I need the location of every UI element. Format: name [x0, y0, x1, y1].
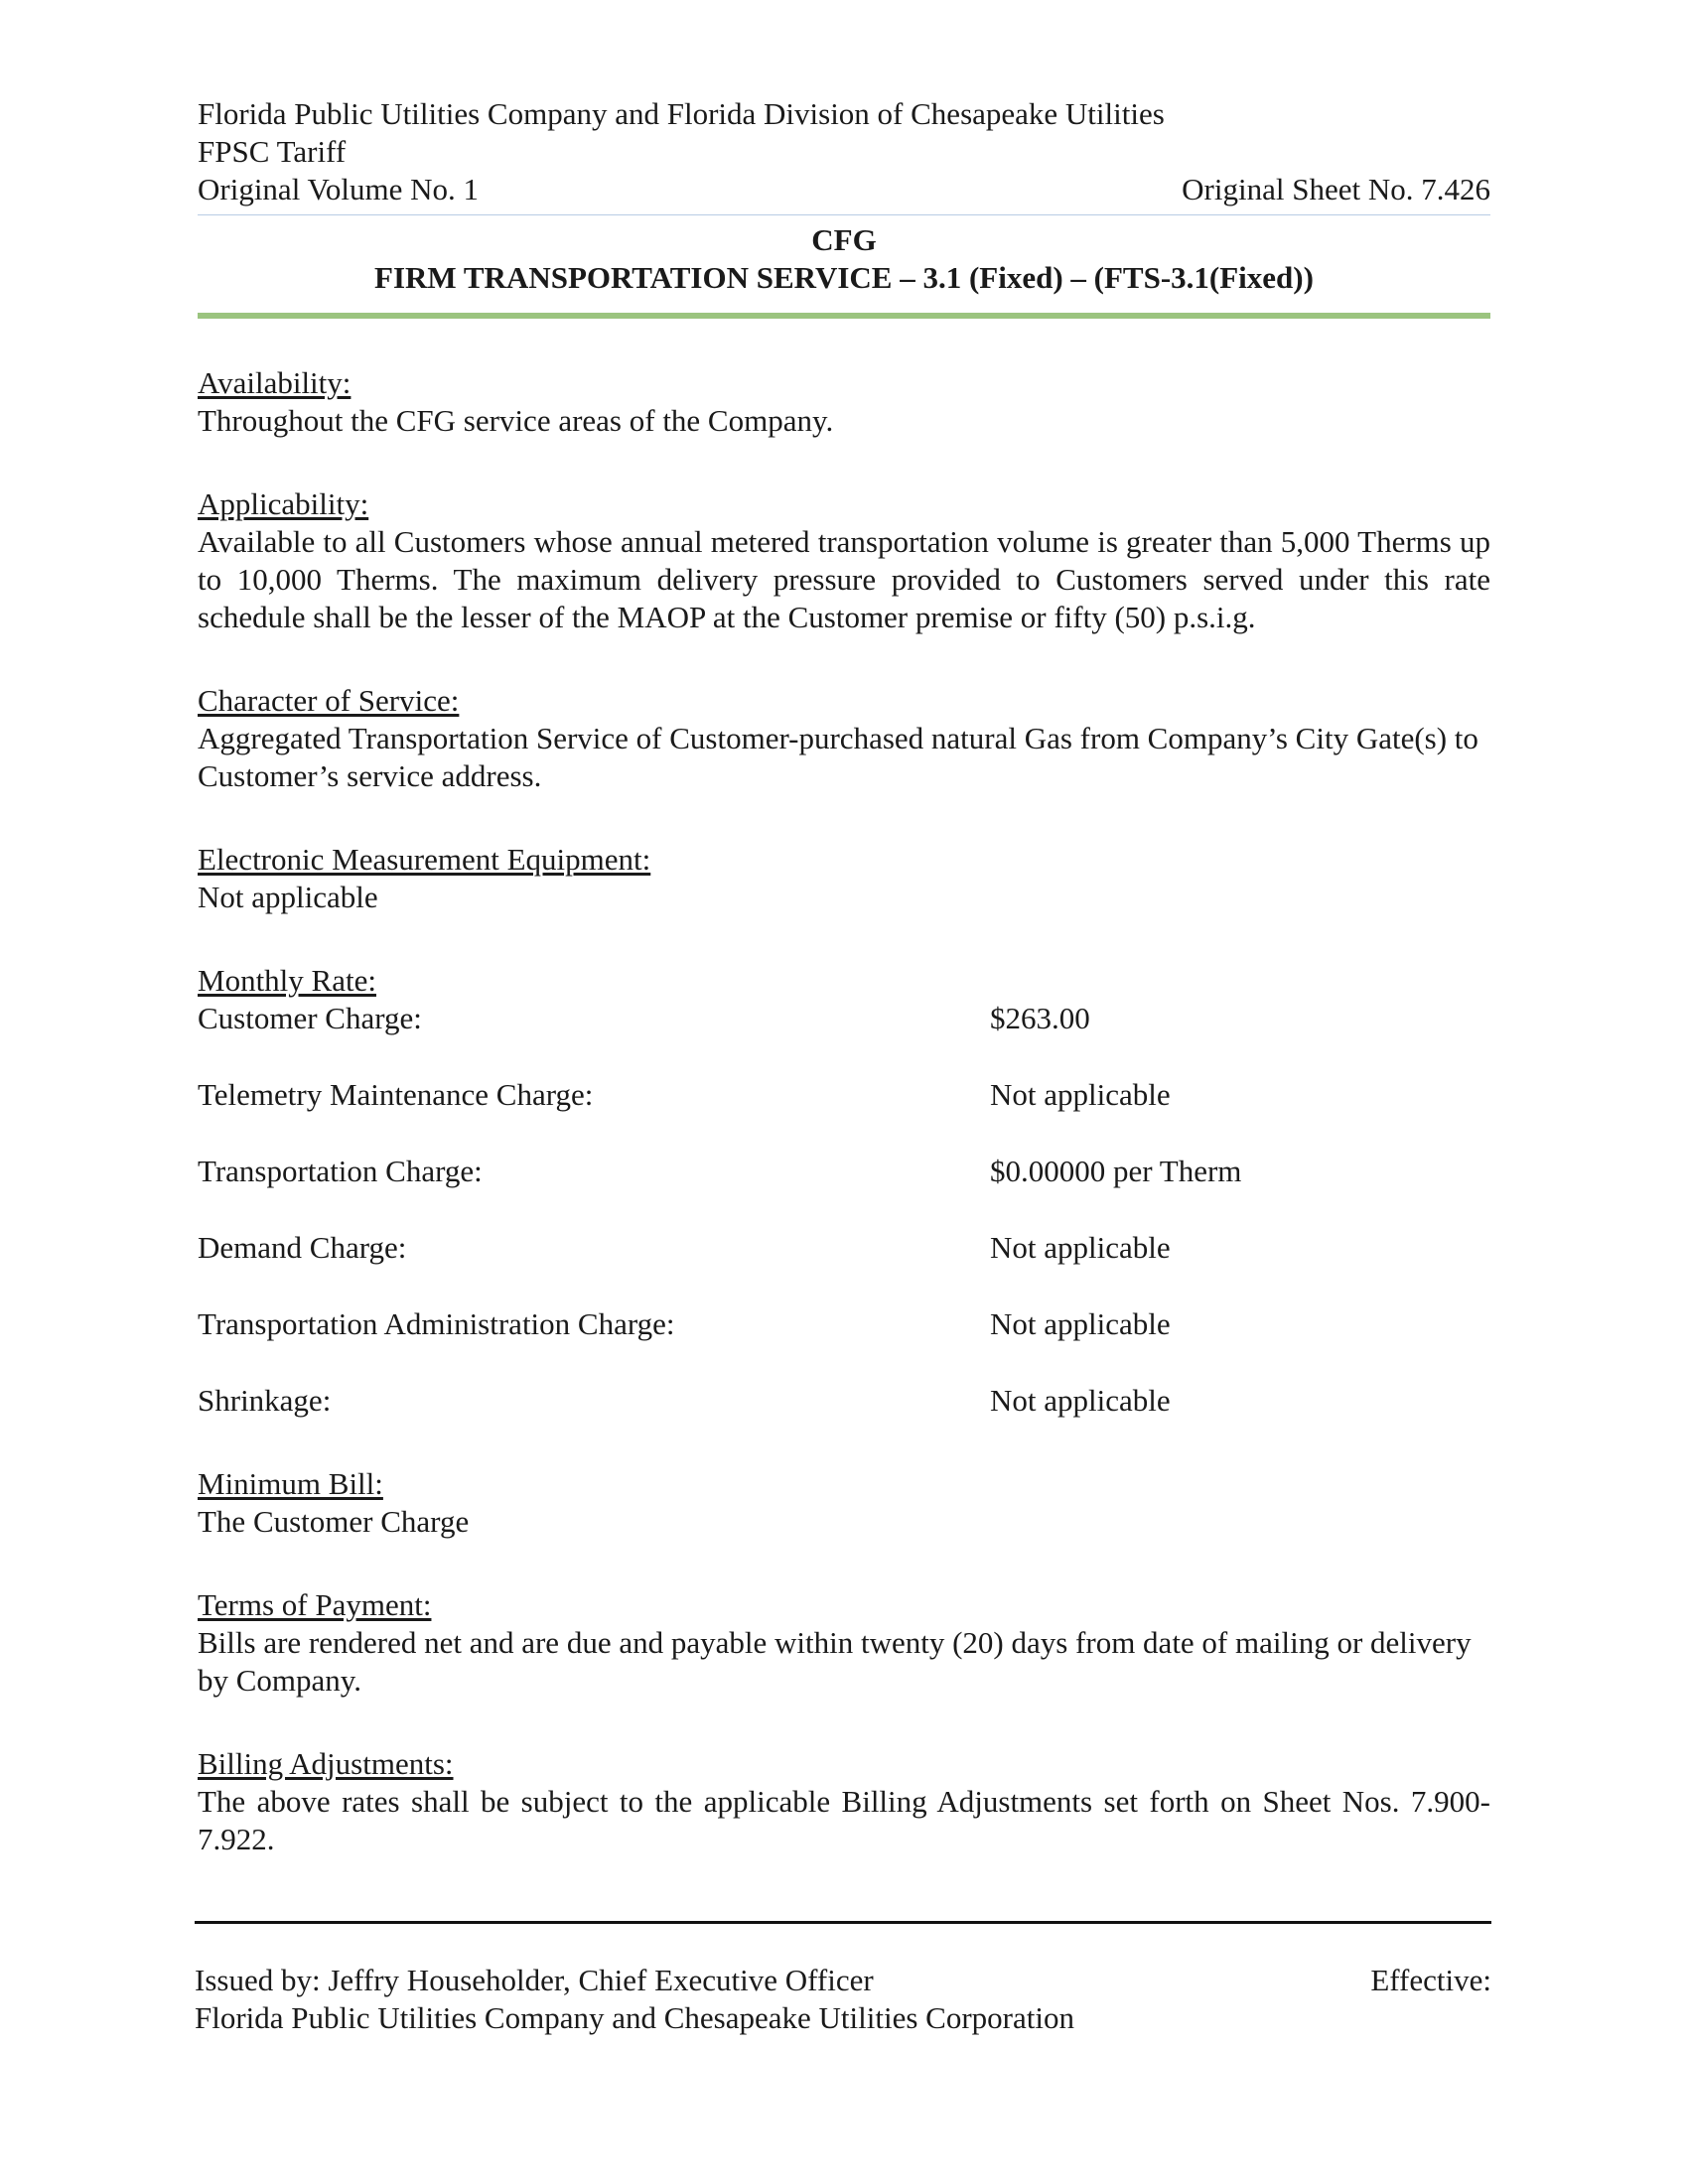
monthly-rate-section — [198, 962, 1490, 1420]
page-footer — [195, 1921, 1491, 2037]
footer-company: Florida Public Utilities Company and Chesapeake Utilities Corporation — [195, 2000, 1074, 2035]
applicability-section — [198, 485, 1490, 636]
billing-section — [198, 1745, 1490, 1858]
billing-heading: Billing Adjustments: — [198, 1746, 454, 1781]
page-header — [198, 95, 1490, 208]
billing-text: The above rates shall be subject to the applicable Billing Adjustments set forth on Sheet Nos. 7.900-7.922. — [198, 1784, 1490, 1856]
rate-label: Demand Charge: — [198, 1230, 407, 1265]
terms-text: Bills are rendered net and are due and payable within twenty (20) days from date of mailing or delivery by Company. — [198, 1625, 1472, 1698]
title-divider — [198, 313, 1490, 319]
footer-effective: Effective: — [1370, 1963, 1491, 1997]
applicability-text: Available to all Customers whose annual metered transportation volume is greater than 5,000 Therms up to 10,000 Therms. The maximum delivery pressure provided to Customers served under this rate schedule shall be the lesser of the MAOP at the Customer premise or fifty (50) p.s.i.g. — [198, 524, 1490, 634]
availability-text: Throughout the CFG service areas of the Company. — [198, 403, 834, 438]
rate-value: Not applicable — [990, 1383, 1171, 1418]
equipment-heading: Electronic Measurement Equipment: — [198, 842, 651, 877]
tariff-page — [198, 95, 1490, 1858]
header-volume: Original Volume No. 1 — [198, 172, 480, 206]
availability-section — [198, 364, 1490, 440]
rate-label: Shrinkage: — [198, 1383, 332, 1418]
terms-section — [198, 1586, 1490, 1700]
rate-value: $0.00000 per Therm — [990, 1154, 1242, 1188]
minimum-bill-text: The Customer Charge — [198, 1504, 470, 1539]
character-section — [198, 682, 1490, 795]
terms-heading: Terms of Payment: — [198, 1587, 432, 1622]
rate-label: Transportation Charge: — [198, 1154, 483, 1188]
header-tariff: FPSC Tariff — [198, 134, 347, 169]
footer-divider — [195, 1921, 1491, 1924]
footer-issued: Issued by: Jeffry Householder, Chief Executive Officer — [195, 1963, 874, 1997]
header-company: Florida Public Utilities Company and Florida Division of Chesapeake Utilities — [198, 96, 1165, 131]
availability-heading: Availability: — [198, 365, 352, 400]
rate-label: Transportation Administration Charge: — [198, 1306, 675, 1341]
rate-row — [198, 1382, 1490, 1420]
rate-row — [198, 1229, 1490, 1267]
rate-table — [198, 1000, 1490, 1420]
rate-label: Customer Charge: — [198, 1001, 422, 1035]
rate-value: $263.00 — [990, 1001, 1090, 1035]
rate-label: Telemetry Maintenance Charge: — [198, 1077, 594, 1112]
title-cfg: CFG — [811, 222, 877, 257]
rate-row — [198, 1305, 1490, 1343]
rate-row — [198, 1000, 1490, 1037]
character-heading: Character of Service: — [198, 683, 460, 718]
equipment-text: Not applicable — [198, 880, 378, 914]
monthly-rate-heading: Monthly Rate: — [198, 963, 376, 998]
rate-value: Not applicable — [990, 1077, 1171, 1112]
rate-value: Not applicable — [990, 1230, 1171, 1265]
title-service: FIRM TRANSPORTATION SERVICE – 3.1 (Fixed) – (FTS-3.1(Fixed)) — [374, 260, 1314, 295]
header-divider — [198, 214, 1490, 215]
minimum-bill-section — [198, 1465, 1490, 1541]
header-sheet: Original Sheet No. 7.426 — [1182, 172, 1490, 206]
rate-row — [198, 1153, 1490, 1190]
equipment-section — [198, 841, 1490, 916]
character-text: Aggregated Transportation Service of Customer-purchased natural Gas from Company’s City Gate(s) to Customer’s service address. — [198, 721, 1478, 793]
rate-value: Not applicable — [990, 1306, 1171, 1341]
minimum-bill-heading: Minimum Bill: — [198, 1466, 383, 1501]
rate-row — [198, 1076, 1490, 1114]
applicability-heading: Applicability: — [198, 486, 369, 521]
